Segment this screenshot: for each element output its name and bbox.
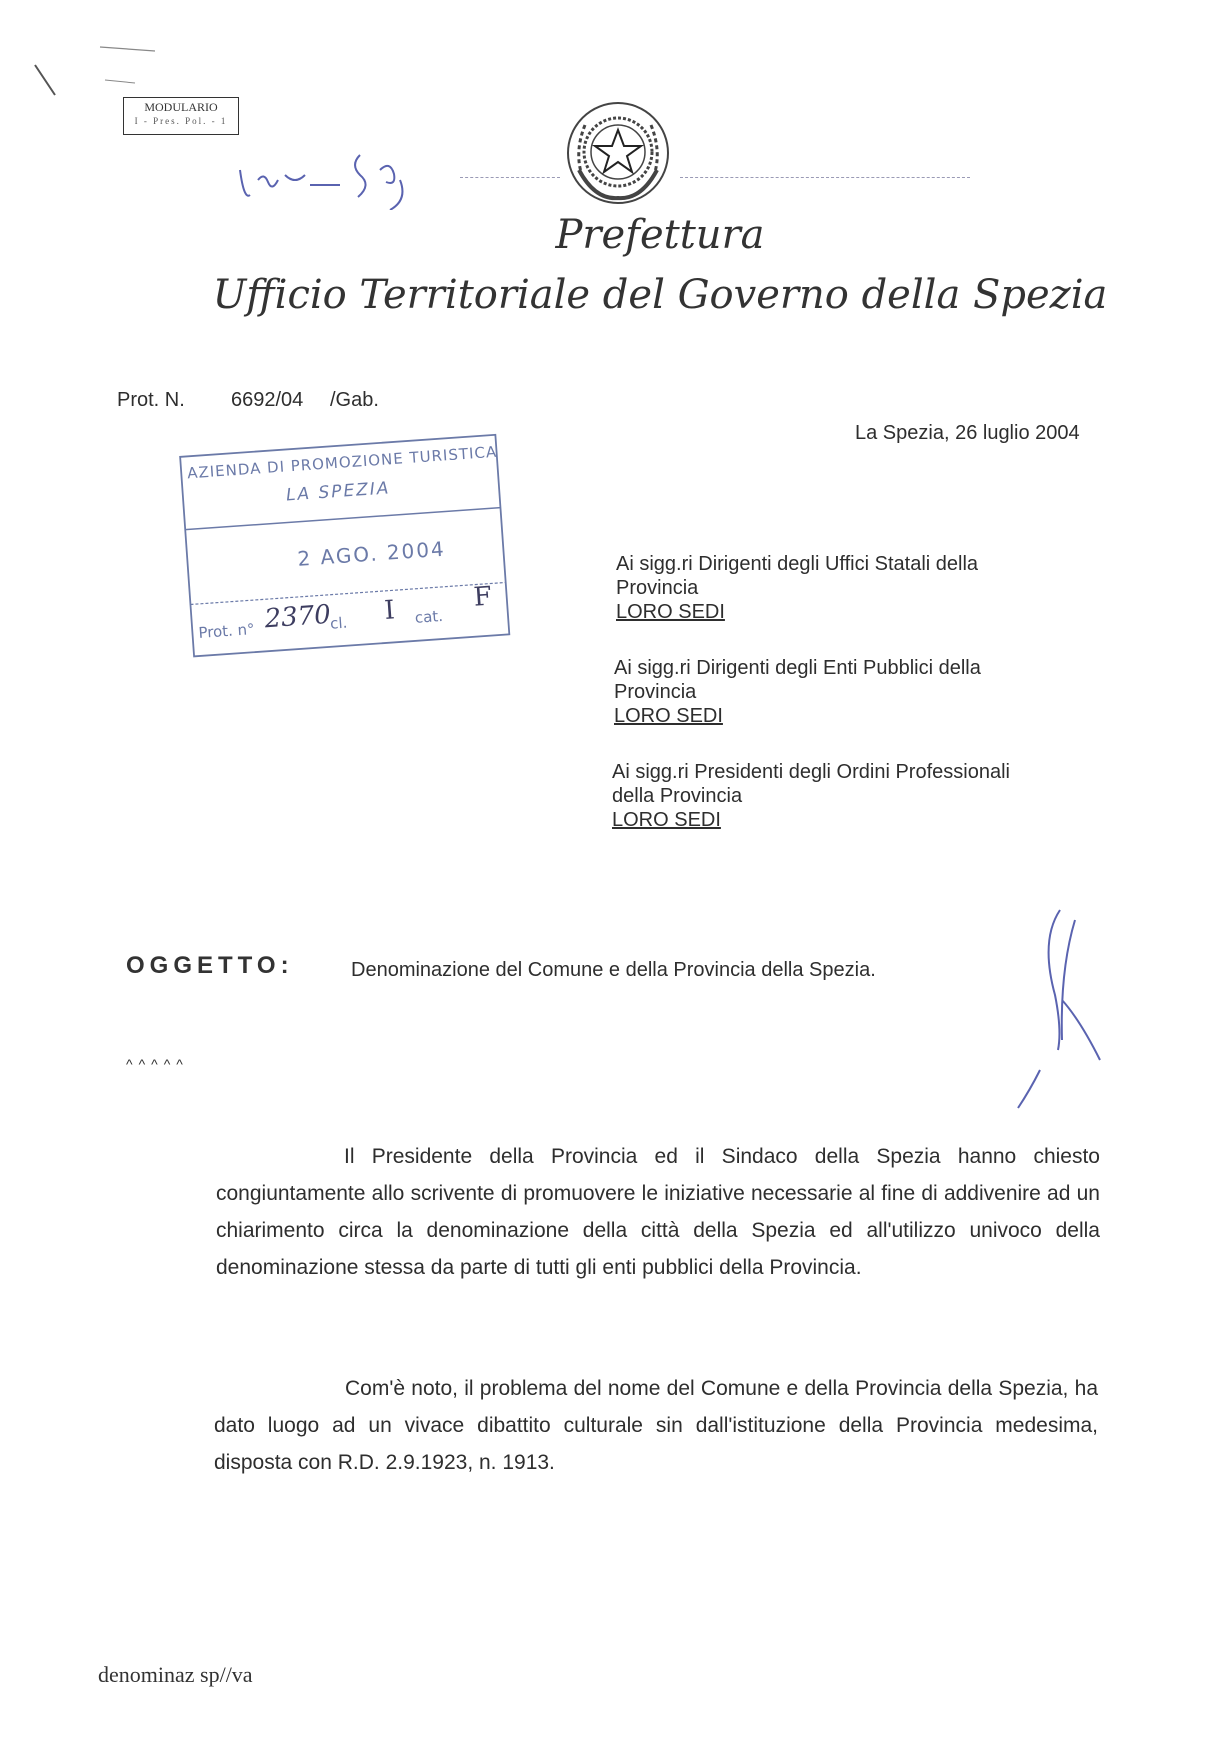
stamp-line1: AZIENDA DI PROMOZIONE TURISTICA [186, 442, 498, 483]
recipient-1-line3: LORO SEDI [616, 601, 725, 623]
recipient-3-line3: LORO SEDI [612, 809, 721, 831]
handwritten-initials [1000, 900, 1130, 1110]
body-paragraph-2 [214, 1370, 1098, 1481]
recipient-1-line1: Ai sigg.ri Dirigenti degli Uffici Statali della [616, 553, 979, 575]
recipient-3 [612, 760, 1010, 832]
modulario-box [123, 97, 239, 135]
recipient-1-line2: Provincia [616, 577, 699, 599]
recipient-1 [616, 552, 978, 624]
handwritten-note [230, 140, 490, 210]
subject-label: OGGETTO: [126, 952, 294, 979]
protocol-number: 6692/04 [231, 389, 304, 411]
reception-stamp [178, 433, 512, 665]
stamp-cl-label: cl. [329, 613, 348, 633]
recipient-2-line1: Ai sigg.ri Dirigenti degli Enti Pubblici della [614, 657, 981, 679]
stamp-prot-number: 2370 [263, 599, 332, 635]
body-paragraph-1-text: Il Presidente della Provincia ed il Sindaco della Spezia hanno chiesto congiuntamente allo scrivente di promuovere le iniziative necessarie al fine di addivenire ad un chiarimento circa la denominazione della città della Spezia ed all'utilizzo univoco della denominazione stessa da parte di tutti gli enti pubblici della Provincia. [216, 1145, 1100, 1279]
recipient-3-line1: Ai sigg.ri Presidenti degli Ordini Professionali [612, 761, 1010, 783]
header-subtitle: Ufficio Territoriale del Governo della Spezia [212, 272, 1108, 318]
stamp-cat-value: F [472, 581, 493, 613]
body-paragraph-2-text: Com'è noto, il problema del nome del Comune e della Provincia della Spezia, ha dato luogo ad un vivace dibattito culturale sin dall'istituzione della Provincia medesima, disposta con R.D. 2.9.1923, n. 1913. [214, 1377, 1098, 1474]
place-date: La Spezia, 26 luglio 2004 [855, 422, 1080, 444]
protocol-suffix: /Gab. [330, 389, 379, 411]
separator: ^^^^^ [126, 1056, 189, 1072]
modulario-label: MODULARIO [144, 100, 218, 114]
recipient-2 [614, 656, 981, 728]
dashed-rule-right [680, 177, 970, 178]
recipient-2-line3: LORO SEDI [614, 705, 723, 727]
dashed-rule-left [460, 177, 560, 178]
protocol-label: Prot. N. [117, 389, 185, 411]
body-paragraph-1 [216, 1138, 1100, 1286]
recipient-3-line2: della Provincia [612, 785, 743, 807]
subject-text: Denominazione del Comune e della Provincia della Spezia. [351, 959, 876, 981]
stamp-cat-label: cat. [414, 606, 444, 627]
stamp-line2: LA SPEZIA [285, 478, 392, 506]
stamp-date: 2 AGO. 2004 [296, 536, 447, 571]
italian-republic-emblem-icon [565, 100, 671, 206]
footer-reference: denominaz sp//va [98, 1662, 253, 1687]
modulario-sub: I - Pres. Pol. - 1 [134, 116, 228, 126]
header-title: Prefettura [555, 212, 765, 258]
stamp-prot-label: Prot. n° [197, 620, 256, 642]
stamp-cl-value: I [383, 595, 396, 626]
recipient-2-line2: Provincia [614, 681, 697, 703]
